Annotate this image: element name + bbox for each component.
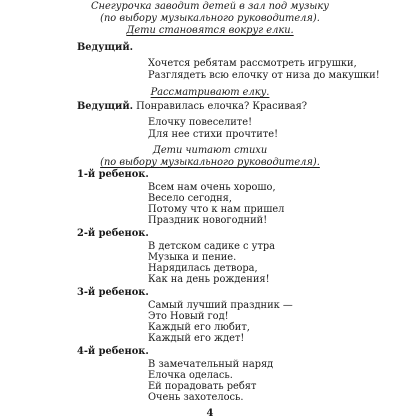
stage-direction-intro-line-1: Снегурочка заводит детей в зал под музыку xyxy=(91,0,329,12)
verse-line: Разглядеть всю елочку от низа до макушки! xyxy=(148,69,380,81)
speaker-child-3: 3-й ребенок. xyxy=(77,287,149,299)
verse-line: Каждый его любит, xyxy=(148,321,250,333)
verse-line: Очень захотелось. xyxy=(148,391,244,403)
verse-line: Потому что к нам пришел xyxy=(148,203,285,215)
verse-line: Всем нам очень хорошо, xyxy=(148,182,276,194)
stage-direction-poems-line-2: (по выбору музыкального руководителя). xyxy=(100,157,320,169)
speaker-child-1: 1-й ребенок. xyxy=(77,169,149,181)
verse-line: Самый лучший праздник — xyxy=(148,300,293,312)
stage-direction-intro-line-3: Дети становятся вокруг елки. xyxy=(126,25,294,37)
speaker-host-2: Ведущий. xyxy=(77,101,134,112)
verse-line: Как на день рождения! xyxy=(148,273,270,285)
verse-line: Музыка и пение. xyxy=(148,252,237,264)
verse-line: Каждый его ждет! xyxy=(148,332,245,344)
stage-direction-look: Рассматривают елку. xyxy=(150,87,270,99)
speaker-child-4: 4-й ребенок. xyxy=(77,346,149,358)
verse-line: Хочется ребятам рассмотреть игрушки, xyxy=(148,57,357,69)
verse-line: В детском садике с утра xyxy=(148,241,276,253)
speaker-child-2: 2-й ребенок. xyxy=(77,228,149,240)
verse-line: Это Новый год! xyxy=(148,311,229,323)
verse-line: Весело сегодня, xyxy=(148,193,232,205)
verse-line: В замечательный наряд xyxy=(148,359,274,371)
stage-direction-poems-line-1: Дети читают стихи xyxy=(152,145,268,157)
speaker-host-1: Ведущий. xyxy=(77,42,134,54)
verse-line: Елочку повеселите! xyxy=(148,116,253,128)
host-speech-text: Понравилась елочка? Красивая? xyxy=(136,101,308,112)
page-number: 4 xyxy=(206,408,214,419)
verse-line: Ей порадовать ребят xyxy=(148,381,257,393)
verse-line: Для нее стихи прочтите! xyxy=(148,128,279,140)
host-speech-line xyxy=(77,101,307,113)
verse-line: Елочка оделась. xyxy=(148,370,233,382)
verse-line: Праздник новогодний! xyxy=(148,214,268,226)
verse-line: Нарядилась детвора, xyxy=(148,262,258,274)
stage-direction-intro-line-2: (по выбору музыкального руководителя). xyxy=(100,12,320,24)
